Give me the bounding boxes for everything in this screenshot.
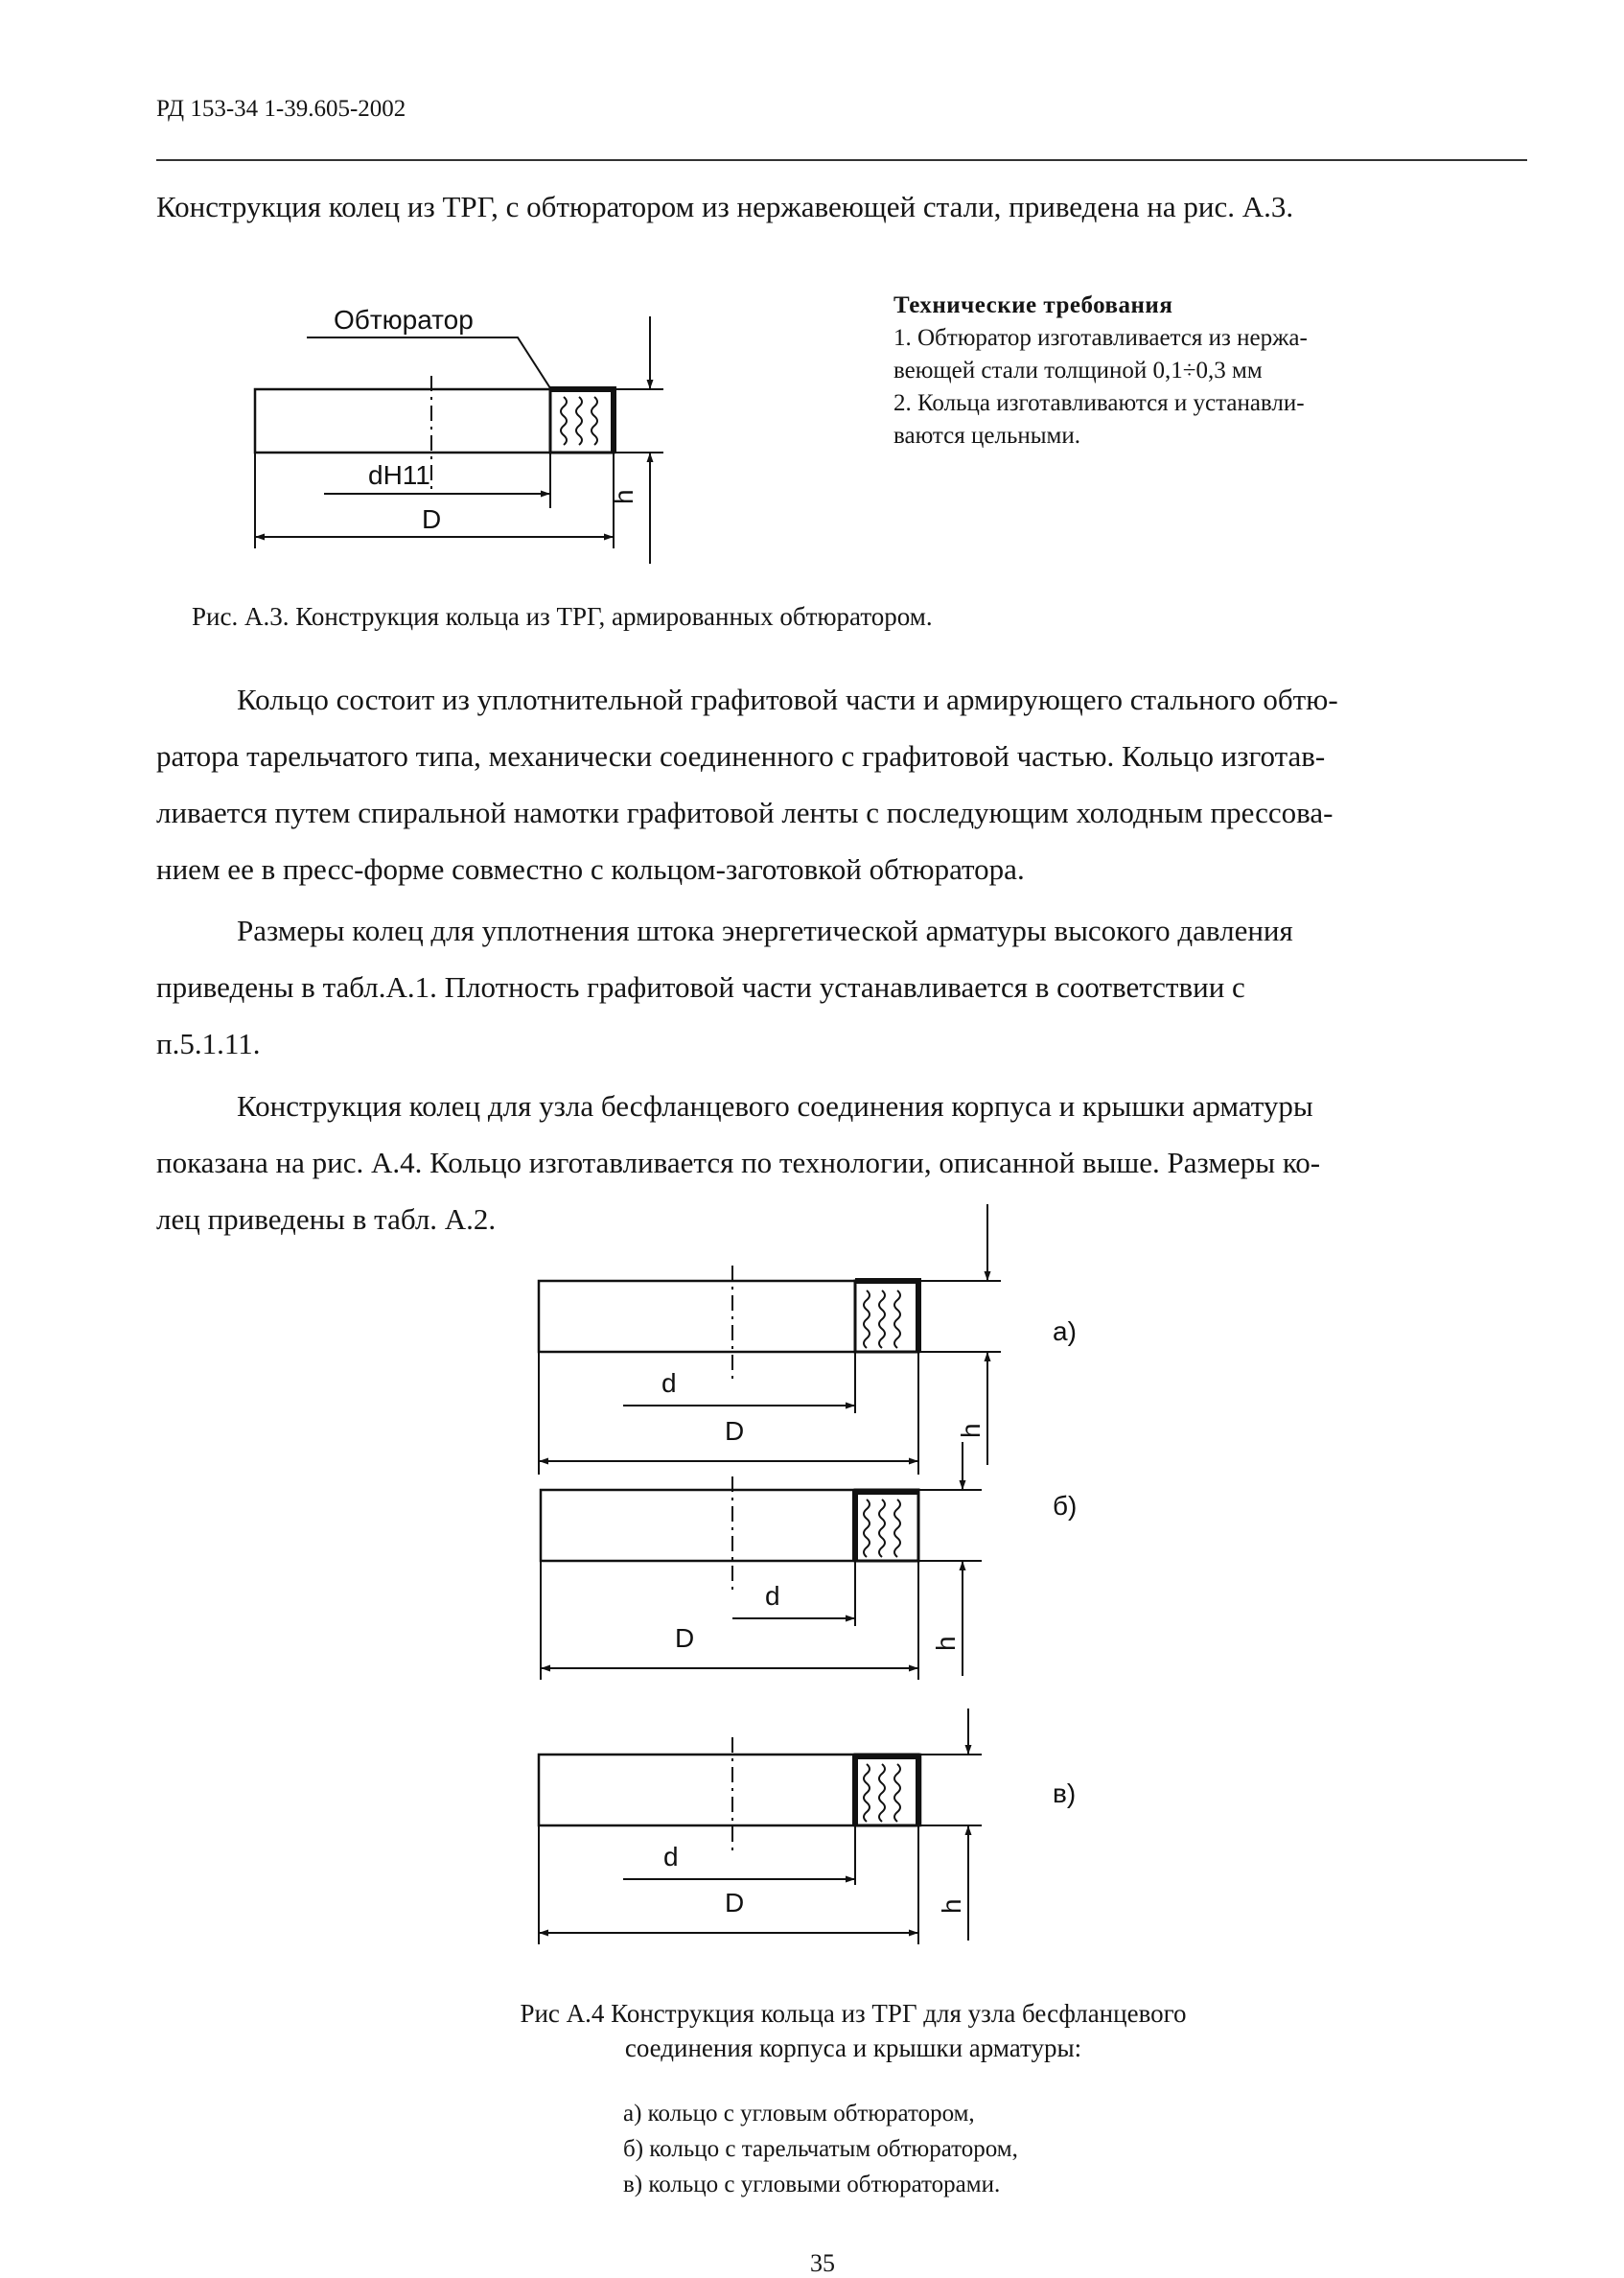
tech-req-line: ваются цельными. (893, 423, 1080, 449)
paragraph-line: п.5.1.11. (156, 1027, 261, 1060)
a4a-dim-d-label: d (661, 1368, 677, 1398)
tech-req-title: Технические требования (893, 292, 1173, 318)
paragraph-line: ратора тарельчатого типа, механически соединенного с графитовой частью. Кольцо изготав- (156, 739, 1326, 773)
a4v-variant-label: в) (1053, 1778, 1077, 1808)
paragraph-line: лец приведены в табл. А.2. (156, 1202, 497, 1236)
a4-variant-a (539, 1204, 1001, 1475)
tech-req-line: веющей стали толщиной 0,1÷0,3 мм (893, 358, 1263, 384)
figure-a4-caption (431, 1996, 1275, 2065)
a4a-dim-h-label: h (956, 1423, 986, 1438)
a4b-dim-D-label: D (675, 1623, 695, 1653)
tech-req-line: 1. Обтюратор изготавливается из нержа- (893, 325, 1308, 351)
a3-dim-d-label: dH11 (368, 460, 430, 490)
a4-variant-b (541, 1442, 982, 1680)
page-number: 35 (810, 2249, 835, 2277)
a3-dim-D-label: D (422, 504, 442, 534)
figure-a4-legend (623, 2096, 1018, 2202)
paragraph-line: нием ее в пресс-форме совместно с кольцом-заготовкой обтюратора. (156, 852, 1025, 886)
figure-a3-caption: Рис. А.3. Конструкция кольца из ТРГ, армированных обтюратором. (192, 602, 933, 631)
a4v-dim-h-label: h (937, 1898, 966, 1914)
a3-obturator-label: Обтюратор (334, 305, 474, 335)
a4b-variant-label: б) (1053, 1491, 1078, 1521)
a4b-dim-h-label: h (931, 1636, 961, 1651)
a4v-dim-d-label: d (663, 1842, 679, 1871)
caption-line: соединения корпуса и крышки арматуры: (624, 2034, 1082, 2062)
paragraph-line: Конструкция колец для узла бесфланцевого соединения корпуса и крышки арматуры (237, 1089, 1313, 1123)
a4v-dim-D-label: D (725, 1888, 745, 1918)
legend-item: б) кольцо с тарельчатым обтюратором, (623, 2136, 1018, 2162)
a4b-dim-d-label: d (765, 1581, 780, 1611)
document-code: РД 153-34 1-39.605-2002 (156, 96, 406, 122)
paragraph-line: ливается путем спиральной намотки графитовой ленты с последующим холодным прессова- (156, 796, 1334, 829)
paragraph-line: приведены в табл.А.1. Плотность графитовой части устанавливается в соответствии с (156, 970, 1245, 1004)
a3-dim-h-label: h (609, 489, 638, 504)
paragraph-line: Размеры колец для уплотнения штока энергетической арматуры высокого давления (237, 914, 1293, 947)
legend-item: а) кольцо с угловым обтюратором, (623, 2101, 975, 2127)
tech-req-line: 2. Кольца изготавливаются и устанавли- (893, 390, 1305, 416)
caption-line: Рис А.4 Конструкция кольца из ТРГ для узла бесфланцевого (520, 1999, 1187, 2028)
a4a-dim-D-label: D (725, 1416, 745, 1446)
a4-variant-v (539, 1708, 982, 1944)
legend-item: в) кольцо с угловыми обтюраторами. (623, 2172, 1001, 2197)
paragraph-line: показана на рис. А.4. Кольцо изготавливается по технологии, описанной выше. Размеры ко- (156, 1146, 1321, 1179)
paragraph-line: Кольцо состоит из уплотнительной графитовой части и армирующего стального обтю- (237, 683, 1338, 716)
a4a-variant-label: а) (1053, 1316, 1077, 1346)
intro-text: Конструкция колец из ТРГ, с обтюратором из нержавеющей стали, приведена на рис. А.3. (156, 190, 1294, 223)
